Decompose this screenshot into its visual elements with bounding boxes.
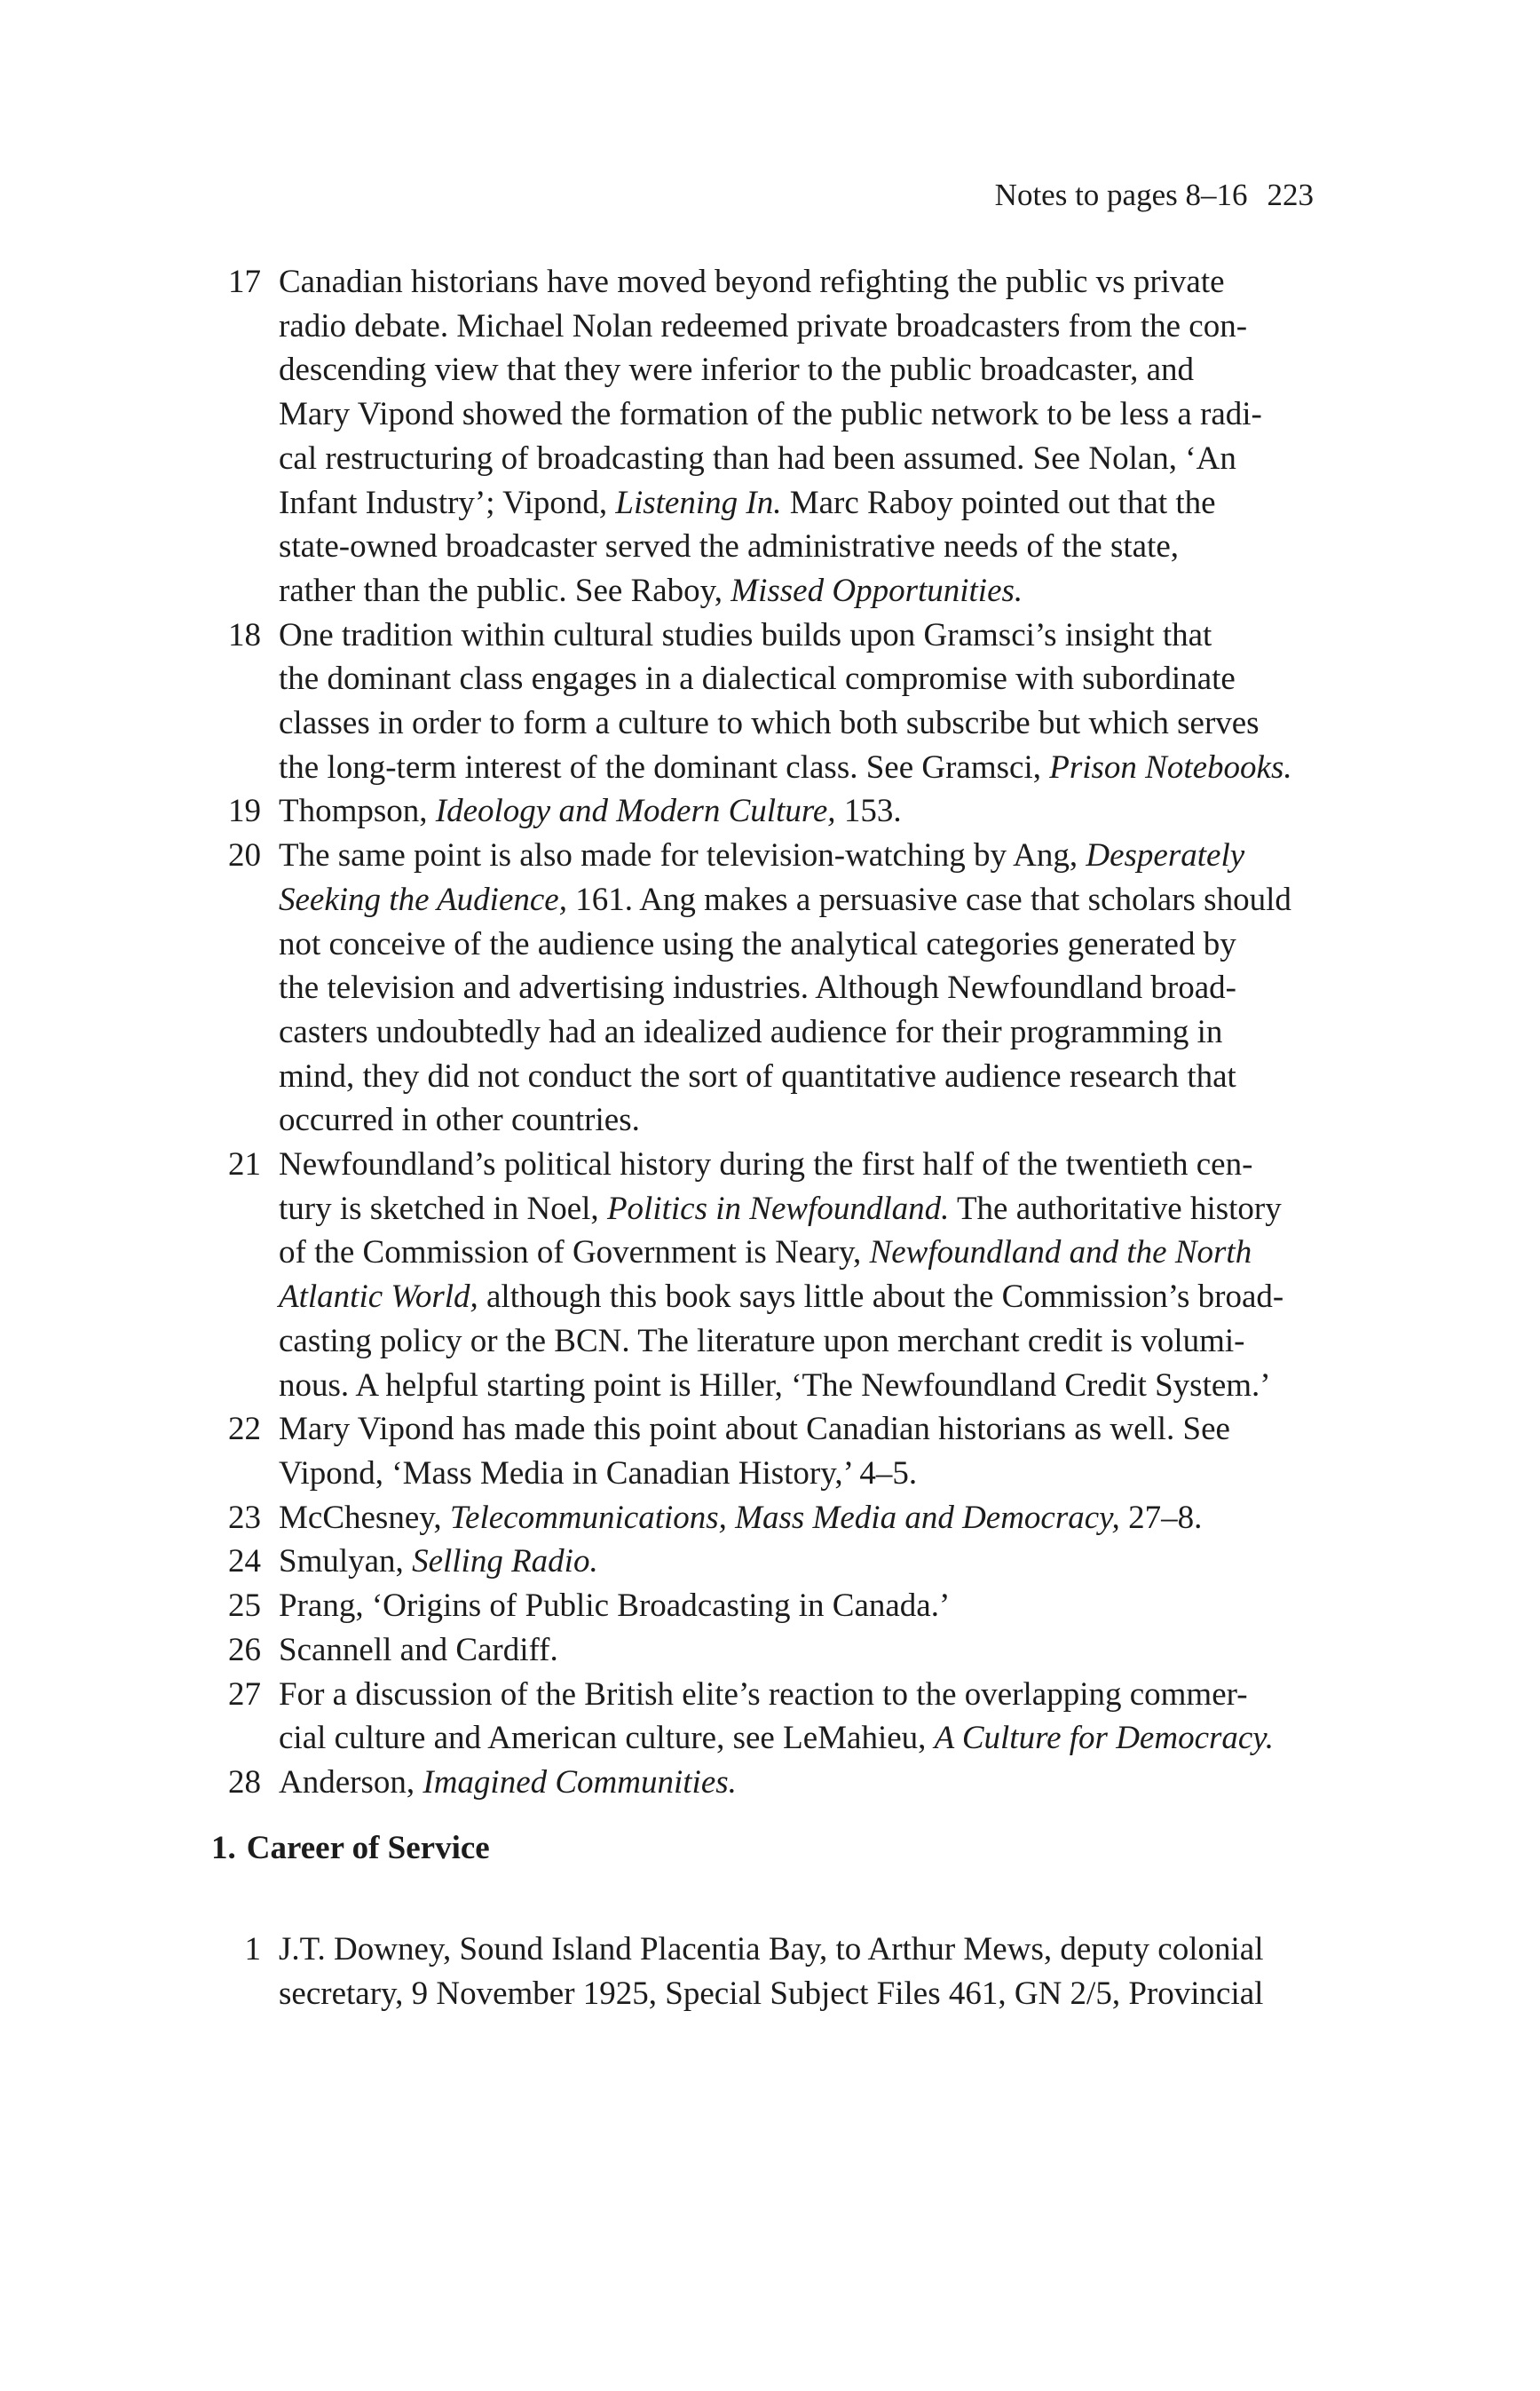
text-run: One tradition within cultural studies builds upon Gramsci’s insight that [279, 616, 1212, 653]
page-number: 223 [1267, 178, 1314, 212]
endnote-line [279, 701, 1356, 746]
endnote-line [279, 1187, 1356, 1231]
endnote-line [279, 1716, 1356, 1761]
endnote-line [279, 1098, 1356, 1143]
endnote-line [279, 525, 1356, 569]
text-run: Smulyan, [279, 1543, 413, 1580]
endnote-line [279, 614, 1356, 658]
text-run: J.T. Downey, Sound Island Placentia Bay, to Arthur Mews, deputy colonial [279, 1931, 1264, 1967]
cited-title: Telecommunications, Mass Media and Democracy, [449, 1499, 1120, 1536]
text-run: nous. A helpful starting point is Hiller, ‘The Newfoundland Credit System.’ [279, 1366, 1271, 1404]
endnote-line [279, 1673, 1356, 1717]
cited-title: Listening In. [615, 484, 782, 521]
endnote-line [279, 1010, 1356, 1055]
endnote [202, 834, 1356, 1143]
endnote-number: 25 [228, 1587, 261, 1625]
cited-title: Desperately [1086, 837, 1245, 875]
running-title: Notes to pages 8–16 [994, 178, 1248, 212]
text-run: Mary Vipond showed the formation of the public network to be less a radi- [279, 396, 1262, 433]
text-run: Vipond, ‘Mass Media in Canadian History,’ 4–5. [279, 1454, 918, 1492]
text-run: state-owned broadcaster served the administrative needs of the state, [279, 528, 1180, 566]
endnote-text [279, 789, 1356, 834]
endnote-text [279, 1496, 1356, 1540]
cited-title: Newfoundland and the North [869, 1234, 1252, 1271]
endnote-line [279, 1055, 1356, 1099]
endnote-number: 17 [228, 264, 261, 300]
text-run: mind, they did not conduct the sort of quantitative audience research that [279, 1057, 1236, 1095]
endnote-line [279, 1628, 1356, 1673]
endnote-text [279, 1628, 1356, 1673]
endnote [202, 260, 1356, 614]
endnote-number: 22 [228, 1411, 261, 1448]
cited-title: Ideology and Modern Culture, [435, 793, 836, 830]
endnote-line [279, 1928, 1356, 1972]
endnote-text [279, 834, 1356, 1143]
endnote [202, 1673, 1356, 1761]
cited-title: Prison Notebooks. [1049, 748, 1292, 786]
endnote-line [279, 348, 1356, 392]
text-run: The authoritative history [949, 1190, 1282, 1227]
text-run: Newfoundland’s political history during the first half of the twentieth cen- [279, 1146, 1253, 1184]
endnote-line [279, 1407, 1356, 1452]
endnote [202, 789, 1356, 834]
text-run: casters undoubtedly had an idealized audience for their programming in [279, 1013, 1223, 1050]
text-run: the long-term interest of the dominant class. See Gramsci, [279, 748, 1050, 786]
endnote-line [279, 1143, 1356, 1187]
text-run: secretary, 9 November 1925, Special Subject Files 461, GN 2/5, Provincial [279, 1975, 1264, 2012]
text-run: Scannell and Cardiff. [279, 1631, 558, 1668]
endnote-line [279, 1540, 1356, 1584]
endnote-line [279, 1972, 1356, 2016]
endnote-number: 23 [228, 1499, 261, 1536]
endnote-number: 24 [228, 1543, 261, 1580]
endnote-line [279, 966, 1356, 1010]
endnote-text [279, 1673, 1356, 1761]
chapter-number: 1. [211, 1830, 236, 1866]
endnote-number: 18 [228, 616, 261, 653]
endnote-line [279, 1584, 1356, 1628]
endnote-line [279, 657, 1356, 701]
endnote-line [279, 878, 1356, 922]
text-run: 153. [835, 793, 902, 830]
text-run: radio debate. Michael Nolan redeemed private broadcasters from the con- [279, 307, 1248, 344]
endnote-line [279, 260, 1356, 305]
endnote-text [279, 614, 1356, 790]
text-run: of the Commission of Government is Neary, [279, 1234, 870, 1271]
text-run: the dominant class engages in a dialectical compromise with subordinate [279, 661, 1236, 698]
text-run: Marc Raboy pointed out that the [781, 484, 1216, 521]
text-run: 27–8. [1119, 1499, 1203, 1536]
endnote-line [279, 834, 1356, 878]
endnote [202, 1628, 1356, 1673]
endnote [202, 1407, 1356, 1495]
endnote-line [279, 392, 1356, 437]
endnote-line [279, 1761, 1356, 1805]
text-run: descending view that they were inferior to the public broadcaster, and [279, 352, 1195, 389]
endnote [202, 1761, 1356, 1805]
cited-title: Seeking the Audience, [279, 881, 567, 918]
text-run: Prang, ‘Origins of Public Broadcasting in Canada.’ [279, 1587, 951, 1625]
endnote-text [279, 1143, 1356, 1407]
text-run: casting policy or the BCN. The literature upon merchant credit is volumi- [279, 1322, 1245, 1359]
endnote-text [279, 1584, 1356, 1628]
endnote-line [279, 1496, 1356, 1540]
endnote-number: 27 [228, 1675, 261, 1713]
text-run: classes in order to form a culture to which both subscribe but which serves [279, 705, 1260, 742]
endnote-number: 28 [228, 1763, 261, 1801]
endnote-line [279, 481, 1356, 526]
running-header [932, 174, 1314, 217]
endnote-line [279, 437, 1356, 481]
endnote [202, 1540, 1356, 1584]
endnote [202, 1143, 1356, 1407]
cited-title: Politics in Newfoundland. [606, 1190, 950, 1227]
endnote-line [279, 1275, 1356, 1319]
text-run: although this book says little about the Commission’s broad- [478, 1279, 1284, 1316]
chapter-heading [211, 1826, 490, 1871]
text-run: Mary Vipond has made this point about Canadian historians as well. See [279, 1411, 1230, 1448]
text-run: cal restructuring of broadcasting than had been assumed. See Nolan, ‘An [279, 439, 1236, 477]
chapter-title: Career of Service [246, 1830, 490, 1866]
chapter-endnotes-list [202, 1928, 1356, 2015]
endnote [202, 1584, 1356, 1628]
text-run: McChesney, [279, 1499, 450, 1536]
endnote-text [279, 1407, 1356, 1495]
endnote-text [279, 1928, 1356, 2015]
endnote-line [279, 1231, 1356, 1275]
endnote-line [279, 1319, 1356, 1364]
text-run: The same point is also made for television-watching by Ang, [279, 837, 1086, 875]
cited-title: A Culture for Democracy. [934, 1720, 1274, 1757]
endnote-line [279, 305, 1356, 349]
endnote-number: 26 [228, 1631, 261, 1668]
text-run: tury is sketched in Noel, [279, 1190, 607, 1227]
endnote [202, 1496, 1356, 1540]
text-run: Thompson, [279, 793, 436, 830]
endnote [202, 1928, 1356, 2015]
endnote [202, 614, 1356, 790]
endnote-number: 19 [228, 793, 261, 830]
cited-title: Atlantic World, [279, 1279, 478, 1316]
endnote-line [279, 789, 1356, 834]
endnote-line [279, 922, 1356, 967]
endnote-number: 21 [228, 1146, 261, 1184]
endnote-line [279, 746, 1356, 790]
text-run: not conceive of the audience using the analytical categories generated by [279, 925, 1236, 962]
endnote-line [279, 1452, 1356, 1496]
endnote-number: 1 [244, 1931, 261, 1967]
text-run: Infant Industry’; Vipond, [279, 484, 616, 521]
text-run: For a discussion of the British elite’s reaction to the overlapping commer- [279, 1675, 1248, 1713]
endnote-text [279, 1761, 1356, 1805]
endnote-number: 20 [228, 837, 261, 875]
endnotes-list [202, 260, 1356, 1805]
text-run: the television and advertising industries. Although Newfoundland broad- [279, 970, 1236, 1007]
endnote-line [279, 1364, 1356, 1408]
endnote-text [279, 1540, 1356, 1584]
text-run: cial culture and American culture, see LeMahieu, [279, 1720, 935, 1757]
endnote-line [279, 569, 1356, 614]
text-run: rather than the public. See Raboy, [279, 572, 731, 609]
text-run: Anderson, [279, 1763, 423, 1801]
text-run: Canadian historians have moved beyond refighting the public vs private [279, 264, 1225, 300]
endnote-text [279, 260, 1356, 614]
cited-title: Selling Radio. [412, 1543, 598, 1580]
text-run: 161. Ang makes a persuasive case that scholars should [566, 881, 1291, 918]
text-run: occurred in other countries. [279, 1102, 640, 1139]
cited-title: Imagined Communities. [423, 1763, 737, 1801]
cited-title: Missed Opportunities. [731, 572, 1023, 609]
